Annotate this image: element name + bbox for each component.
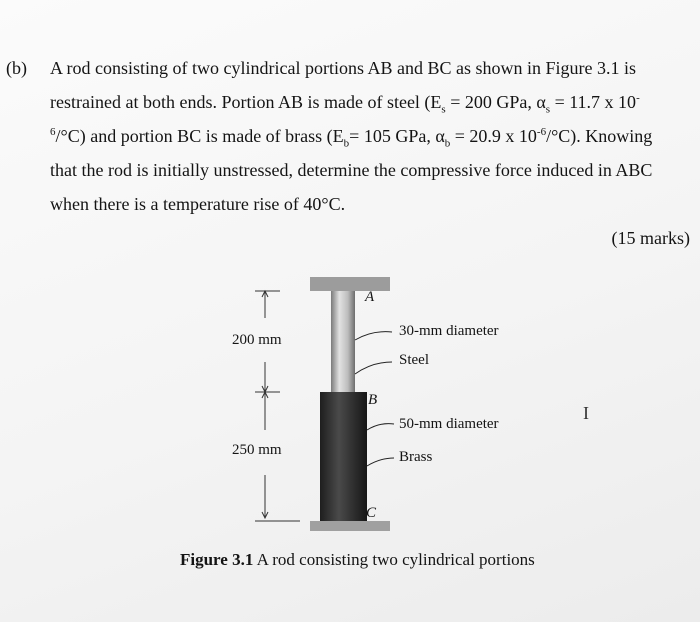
line3-part-b: = 105 GPa, α bbox=[349, 126, 445, 146]
brass-material-label: Brass bbox=[399, 449, 433, 465]
question-line-4-text: that the rod is initially unstressed, determine the compressive force induced in ABC bbox=[50, 160, 653, 180]
point-c-label: C bbox=[366, 505, 377, 521]
line3-sup: 6 bbox=[50, 126, 56, 138]
steel-material-label: Steel bbox=[399, 352, 429, 368]
line2-sub-s2: s bbox=[545, 103, 551, 116]
marks-label: (15 marks) bbox=[611, 228, 690, 248]
figure-caption-text: A rod consisting two cylindrical portions bbox=[253, 550, 535, 569]
dimension-bc-label: 250 mm bbox=[232, 442, 282, 458]
steel-portion-ab bbox=[331, 291, 355, 392]
line3-sub-b2: b bbox=[444, 137, 451, 150]
question-line-1-text: A rod consisting of two cylindrical portions AB and BC as shown in Figure 3.1 is bbox=[50, 58, 636, 78]
line2-sub-s: s bbox=[441, 103, 446, 116]
line3-part-d: /°C). Knowing bbox=[546, 126, 653, 146]
figure-caption bbox=[180, 550, 535, 570]
line3-part-a: /°C) and portion BC is made of brass (E bbox=[55, 126, 344, 146]
brass-portion-bc bbox=[320, 392, 367, 521]
bottom-support bbox=[310, 521, 390, 531]
top-support bbox=[310, 277, 390, 291]
line3-sub-b: b bbox=[343, 137, 350, 150]
line3-part-c: = 20.9 x 10 bbox=[450, 126, 537, 146]
question-line-5-text: when there is a temperature rise of 40°C. bbox=[50, 194, 346, 214]
point-a-label: A bbox=[365, 289, 375, 305]
steel-diameter-label: 30-mm diameter bbox=[399, 323, 499, 339]
line2-part-b: = 200 GPa, α bbox=[445, 92, 546, 112]
line2-part-c: = 11.7 x 10 bbox=[550, 92, 637, 112]
line2-sup: - bbox=[636, 92, 640, 104]
question-label: (b) bbox=[6, 58, 27, 78]
point-b-label: B bbox=[368, 392, 378, 408]
line3-sup2: -6 bbox=[536, 126, 547, 138]
brass-diameter-label: 50-mm diameter bbox=[399, 416, 499, 432]
line2-part-a: restrained at both ends. Portion AB is made of steel (E bbox=[50, 92, 442, 112]
dimension-lines bbox=[255, 291, 300, 521]
text-cursor-icon: I bbox=[583, 403, 589, 423]
dimension-ab-label: 200 mm bbox=[232, 332, 282, 348]
figure-caption-number: Figure 3.1 bbox=[180, 550, 254, 569]
